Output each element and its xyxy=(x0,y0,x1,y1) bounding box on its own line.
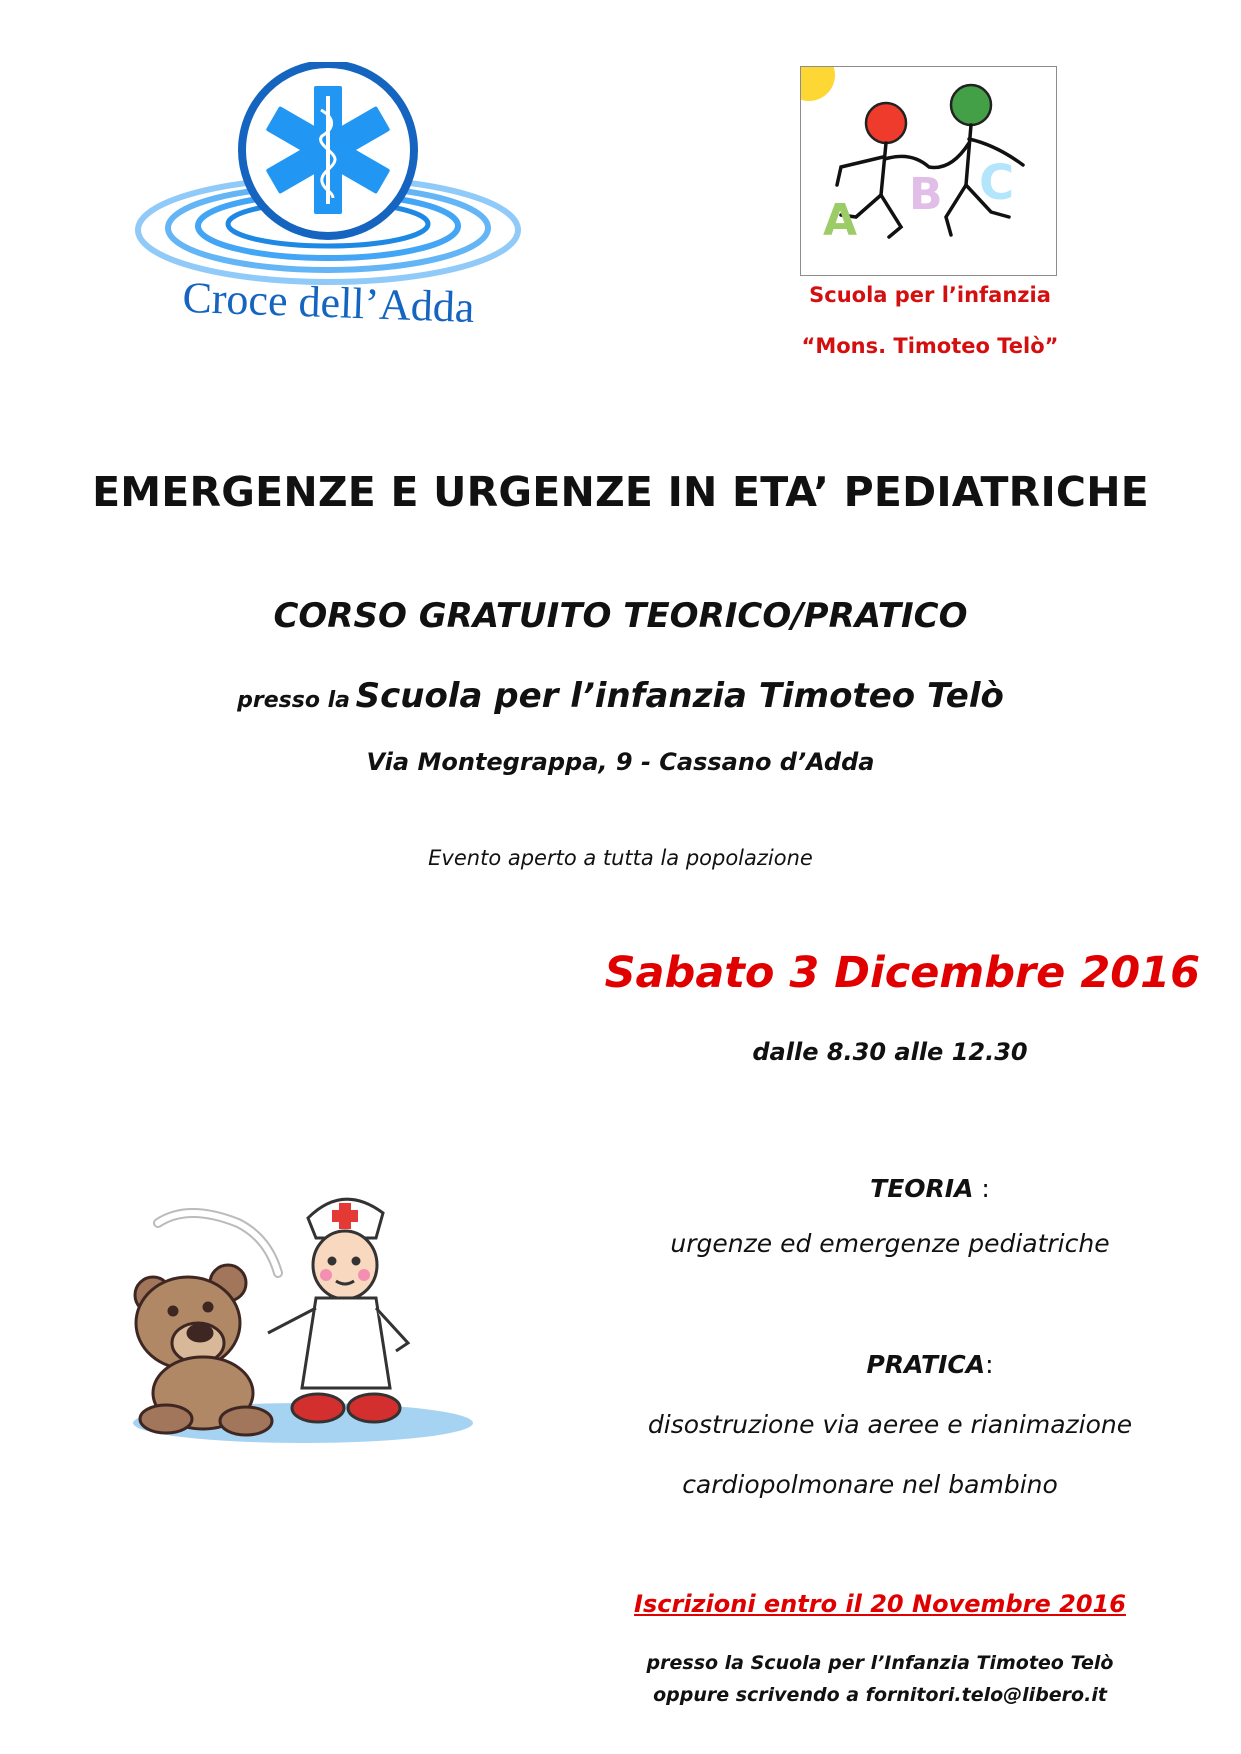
location-prefix: presso la xyxy=(237,688,351,713)
croce-dell-adda-logo xyxy=(128,62,528,342)
teddy-bear-icon xyxy=(135,1265,272,1435)
registration-deadline: Iscrizioni entro il 20 Novembre 2016 xyxy=(634,1590,1126,1618)
scuola-infanzia-logo xyxy=(800,66,1057,276)
course-location xyxy=(0,676,1241,716)
letter-c: C xyxy=(979,155,1015,211)
practice-heading xyxy=(780,1350,1080,1379)
theory-heading-suffix: : xyxy=(973,1174,990,1203)
nurse-icon xyxy=(268,1199,408,1422)
location-name: Scuola per l’infanzia Timoteo Telò xyxy=(355,676,1004,716)
practice-text-line1: disostruzione via aeree e rianimazione xyxy=(647,1410,1133,1439)
page-title: EMERGENZE E URGENZE IN ETA’ PEDIATRICHE xyxy=(92,468,1149,516)
theory-heading xyxy=(780,1174,1080,1203)
croce-logo-text: Croce dell’Adda xyxy=(181,272,476,333)
practice-heading-label: PRATICA xyxy=(866,1350,986,1379)
event-date: Sabato 3 Dicembre 2016 xyxy=(604,948,1200,998)
sun-icon xyxy=(800,66,835,101)
event-time: dalle 8.30 alle 12.30 xyxy=(752,1038,1028,1066)
course-address: Via Montegrappa, 9 - Cassano d’Adda xyxy=(366,748,875,776)
registration-contact-line2: oppure scrivendo a fornitori.telo@libero.it xyxy=(653,1684,1107,1706)
course-subtitle: CORSO GRATUITO TEORICO/PRATICO xyxy=(273,596,968,636)
letter-b: B xyxy=(909,169,943,220)
school-name-line1: Scuola per l’infanzia xyxy=(809,283,1051,307)
theory-heading-label: TEORIA xyxy=(870,1174,974,1203)
registration-contact-line1: presso la Scuola per l’Infanzia Timoteo Telò xyxy=(646,1652,1114,1674)
teddy-nurse-illustration xyxy=(128,1183,473,1448)
event-open-note: Evento aperto a tutta la popolazione xyxy=(428,846,813,870)
letter-a: A xyxy=(823,195,858,246)
practice-text-line2: cardiopolmonare nel bambino xyxy=(682,1470,1058,1499)
theory-text: urgenze ed emergenze pediatriche xyxy=(670,1229,1110,1258)
school-name-line2: “Mons. Timoteo Telò” xyxy=(801,334,1059,358)
practice-heading-suffix: : xyxy=(985,1350,994,1379)
